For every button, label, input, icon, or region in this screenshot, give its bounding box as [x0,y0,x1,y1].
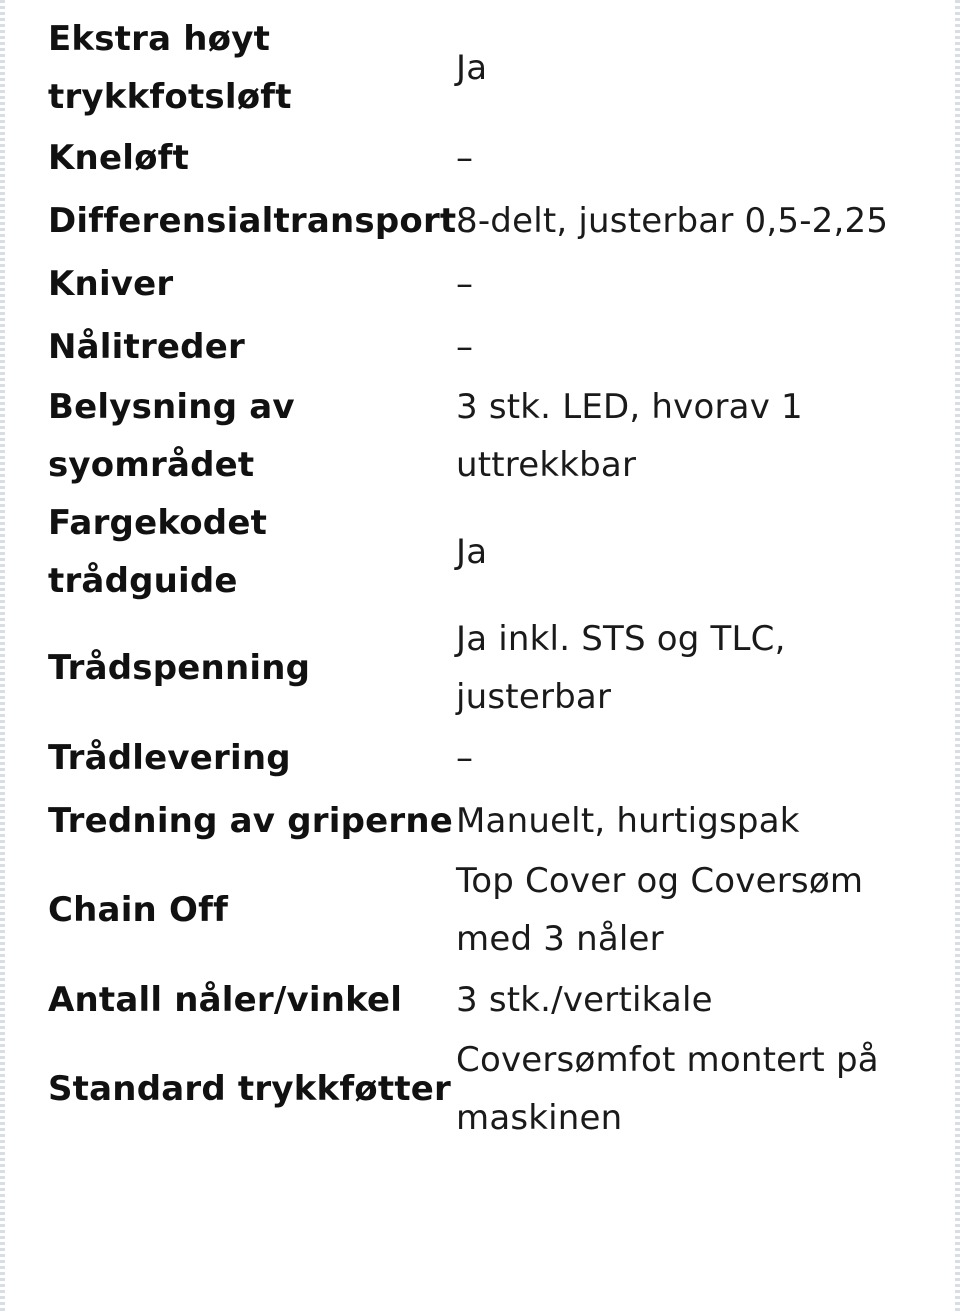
spec-value: – [456,737,474,778]
right-page-edge [955,0,960,1314]
spec-label: Tredning av griperne [48,800,453,841]
spec-value: Ja [456,48,488,88]
spec-row-belysning [48,378,928,494]
spec-label: Trådspenning [48,648,311,688]
spec-value: – [456,326,474,367]
spec-label: Kniver [48,263,174,304]
spec-label: Nålitreder [48,326,245,367]
spec-row-ekstra-hoyt-trykkfotsloft [48,10,928,126]
spec-label: Kneløft [48,137,190,178]
spec-value: – [456,263,474,304]
spec-row-differensialtransport [48,189,928,252]
spec-value: – [456,137,474,178]
spec-label: Chain Off [48,890,229,930]
spec-row-tradlevering [48,726,928,789]
spec-row-fargekodet-tradguide [48,494,928,610]
spec-table [48,10,928,1147]
spec-row-knelofft [48,126,928,189]
spec-value: Top Cover og Coversøm med 3 nåler [456,861,864,959]
spec-row-chain-off [48,852,928,968]
spec-label: Antall nåler/vinkel [48,979,403,1020]
spec-value: Ja [456,532,488,572]
spec-label: Standard trykkføtter [48,1069,452,1109]
spec-label: Differensialtransport [48,200,457,241]
spec-row-nalitreder [48,315,928,378]
left-page-edge [0,0,5,1314]
spec-row-tredning-av-griperne [48,789,928,852]
spec-value: Ja inkl. STS og TLC, justerbar [456,619,786,717]
spec-label: Belysning av syområdet [48,387,295,485]
spec-label: Trådlevering [48,737,291,778]
spec-row-kniver [48,252,928,315]
spec-value: 3 stk./vertikale [456,979,713,1020]
spec-value: 3 stk. LED, hvorav 1 uttrekkbar [456,387,803,485]
spec-value: 8-delt, justerbar 0,5-2,25 [456,200,889,241]
spec-label: Fargekodet trådguide [48,503,268,601]
spec-value: Manuelt, hurtigspak [456,800,800,841]
spec-value: Coversømfot montert på maskinen [456,1040,879,1138]
spec-row-standard-trykkfotter [48,1031,928,1147]
spec-row-antall-naler-vinkel [48,968,928,1031]
spec-row-tradspenning [48,610,928,726]
spec-label: Ekstra høyt trykkfotsløft [48,19,292,117]
